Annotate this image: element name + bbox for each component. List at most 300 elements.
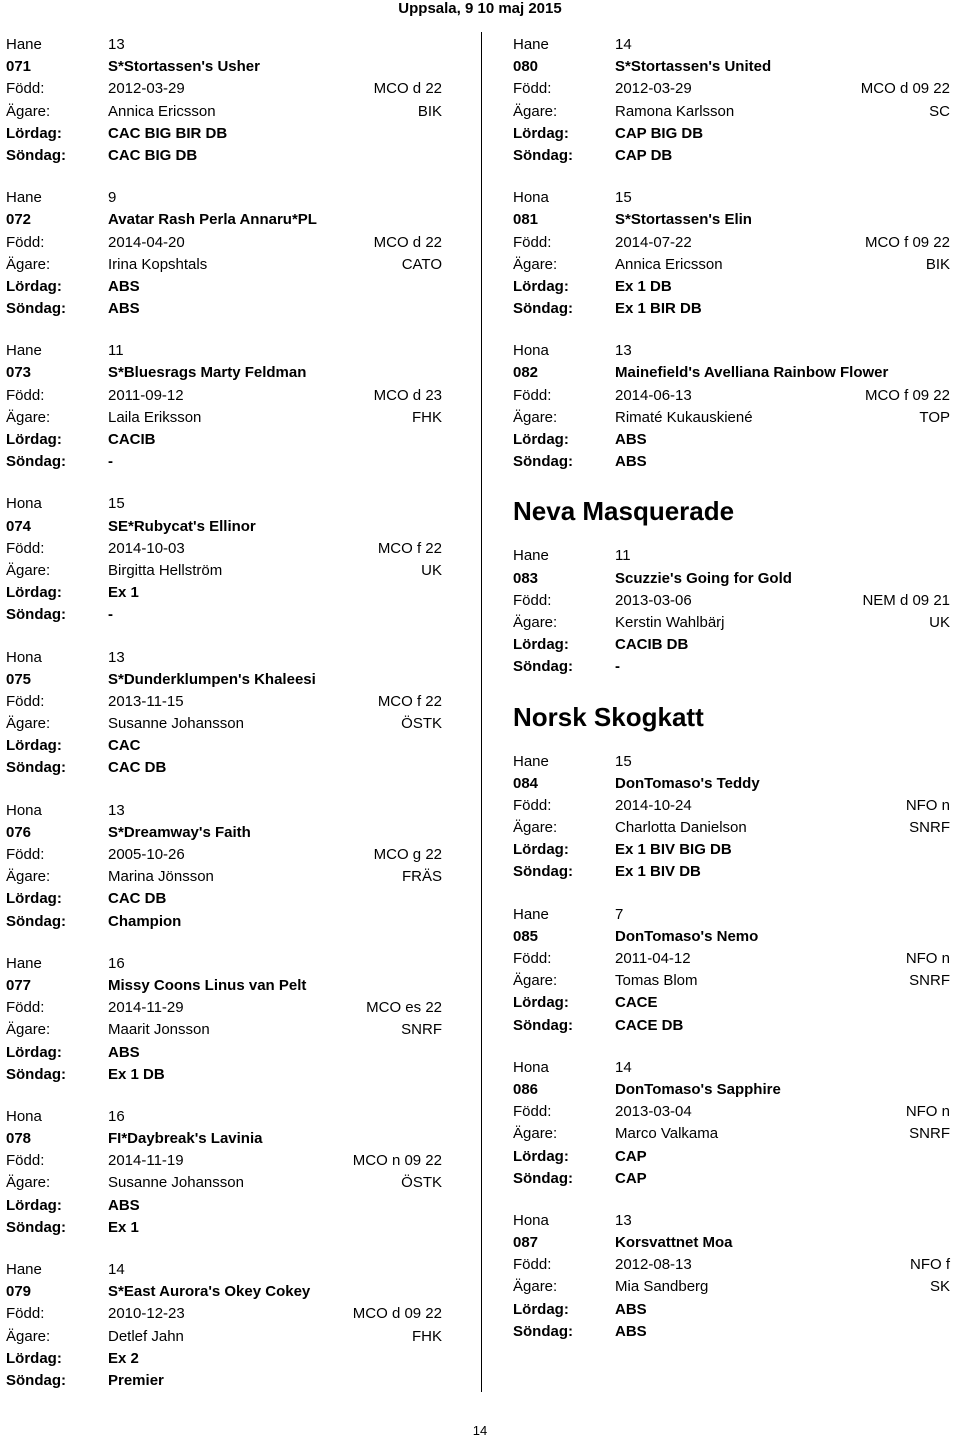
- sex-label: Hane: [6, 189, 42, 207]
- number-name-row: [513, 56, 950, 78]
- ems-code: MCO es 22: [366, 999, 442, 1017]
- cat-name: S*Stortassen's Elin: [615, 211, 752, 229]
- owner-label: Ägare:: [6, 1021, 51, 1039]
- born-row: [6, 538, 442, 560]
- saturday-result: CAP: [615, 1147, 647, 1165]
- owner-row: [6, 254, 442, 276]
- club-code: SK: [929, 1278, 950, 1296]
- sunday-row: [513, 451, 950, 473]
- born-date: 2012-03-29: [108, 80, 185, 98]
- ems-code: MCO d 09 22: [860, 80, 950, 98]
- owner-name: Tomas Blom: [615, 972, 698, 990]
- cat-name: Missy Coons Linus van Pelt: [108, 976, 307, 994]
- owner-name: Annica Ericsson: [108, 102, 216, 120]
- born-row: [513, 1101, 950, 1123]
- owner-label: Ägare:: [513, 1125, 558, 1143]
- sunday-label: Söndag:: [6, 759, 66, 777]
- ems-code: NFO n: [905, 796, 950, 814]
- saturday-result: CACE: [615, 994, 658, 1012]
- sunday-label: Söndag:: [513, 300, 573, 318]
- owner-name: Irina Kopshtals: [108, 255, 208, 273]
- sunday-row: [6, 298, 442, 320]
- number-name-row: [6, 975, 442, 997]
- born-label: Född:: [513, 1103, 552, 1121]
- class-value: 13: [108, 801, 125, 819]
- born-row: [513, 232, 950, 254]
- class-value: 11: [108, 342, 124, 360]
- owner-name: Susanne Johansson: [108, 715, 244, 733]
- born-row: [6, 844, 442, 866]
- sex-label: Hona: [6, 1107, 42, 1125]
- saturday-result: Ex 1 DB: [615, 277, 672, 295]
- born-label: Född:: [513, 80, 552, 98]
- born-date: 2013-03-04: [615, 1103, 692, 1121]
- cat-entry: [6, 340, 442, 473]
- born-label: Född:: [513, 386, 552, 404]
- sex-label: Hona: [6, 495, 42, 513]
- club-code: CATO: [401, 255, 442, 273]
- born-date: 2014-07-22: [615, 233, 692, 251]
- number-name-row: [6, 516, 442, 538]
- saturday-result: Ex 1 BIV BIG DB: [615, 841, 732, 859]
- born-row: [6, 232, 442, 254]
- owner-name: Detlef Jahn: [108, 1327, 184, 1345]
- saturday-label: Lördag:: [6, 1196, 62, 1214]
- saturday-row: [6, 735, 442, 757]
- born-date: 2014-11-19: [108, 1152, 184, 1170]
- cat-entry: [513, 1210, 950, 1343]
- saturday-row: [513, 839, 950, 861]
- ems-code: MCO f 09 22: [864, 233, 950, 251]
- catalog-number: 073: [6, 364, 32, 382]
- owner-name: Kerstin Wahlbärj: [615, 613, 725, 631]
- born-row: [6, 1303, 442, 1325]
- sunday-label: Söndag:: [513, 863, 573, 881]
- class-value: 15: [615, 189, 632, 207]
- born-row: [513, 590, 950, 612]
- cat-entry: [513, 187, 950, 320]
- owner-row: [513, 407, 950, 429]
- catalog-number: 071: [6, 58, 32, 76]
- ems-code: NEM d 09 21: [862, 591, 950, 609]
- right-column: [513, 34, 950, 1363]
- number-name-row: [6, 209, 442, 231]
- sex-class-row: [6, 647, 442, 669]
- class-value: 13: [108, 36, 125, 53]
- number-name-row: [6, 56, 442, 78]
- number-name-row: [513, 1232, 950, 1254]
- born-row: [513, 78, 950, 100]
- saturday-label: Lördag:: [513, 1147, 569, 1165]
- cat-entry: [513, 545, 950, 678]
- saturday-row: [6, 1042, 442, 1064]
- number-name-row: [513, 568, 950, 590]
- saturday-label: Lördag:: [513, 841, 569, 859]
- sex-class-row: [6, 800, 442, 822]
- saturday-row: [6, 888, 442, 910]
- saturday-label: Lördag:: [513, 994, 569, 1012]
- sunday-row: [513, 1015, 950, 1037]
- born-date: 2011-04-12: [615, 950, 691, 967]
- ems-code: MCO g 22: [373, 846, 442, 863]
- sunday-row: [513, 298, 950, 320]
- owner-label: Ägare:: [6, 102, 51, 120]
- born-row: [6, 385, 442, 407]
- cat-name: FI*Daybreak's Lavinia: [108, 1130, 263, 1148]
- class-value: 11: [615, 547, 631, 565]
- sex-class-row: [6, 953, 442, 975]
- born-date: 2013-11-15: [108, 692, 184, 710]
- saturday-result: CAC: [108, 737, 141, 755]
- owner-row: [513, 1123, 950, 1145]
- catalog-number: 080: [513, 58, 539, 76]
- owner-label: Ägare:: [513, 972, 558, 990]
- saturday-label: Lördag:: [513, 1300, 569, 1318]
- club-code: FRÄS: [401, 868, 442, 886]
- born-label: Född:: [6, 1305, 45, 1323]
- sunday-row: [513, 1168, 950, 1190]
- class-value: 7: [615, 905, 624, 923]
- saturday-label: Lördag:: [513, 636, 569, 654]
- sex-class-row: [6, 34, 442, 56]
- number-name-row: [6, 362, 442, 384]
- sunday-result: Ex 1 DB: [108, 1065, 165, 1083]
- sunday-result: Premier: [108, 1371, 164, 1389]
- catalog-number: 076: [6, 823, 32, 841]
- club-code: SC: [929, 102, 950, 120]
- class-value: 15: [108, 495, 125, 513]
- cat-name: Avatar Rash Perla Annaru*PL: [108, 211, 317, 229]
- page-header-title: Uppsala, 9 10 maj 2015: [398, 0, 562, 17]
- owner-row: [513, 817, 950, 839]
- sex-class-row: [513, 545, 950, 567]
- born-label: Född:: [6, 80, 45, 98]
- sunday-result: -: [615, 658, 620, 676]
- catalog-number: 083: [513, 569, 539, 587]
- ems-code: MCO d 22: [373, 233, 442, 251]
- saturday-result: ABS: [615, 1300, 647, 1318]
- breed-heading-norsk-skogkatt: Norsk Skogkatt: [513, 701, 704, 732]
- saturday-row: [513, 429, 950, 451]
- cat-entry: [6, 34, 442, 167]
- saturday-label: Lördag:: [513, 277, 569, 295]
- sunday-label: Söndag:: [513, 658, 573, 676]
- saturday-row: [6, 123, 442, 145]
- club-code: ÖSTK: [401, 715, 442, 733]
- sex-class-row: [6, 493, 442, 515]
- owner-row: [513, 612, 950, 634]
- born-label: Född:: [6, 692, 45, 710]
- class-value: 13: [108, 648, 125, 666]
- saturday-label: Lördag:: [6, 737, 62, 755]
- owner-row: [6, 1019, 442, 1041]
- owner-row: [6, 1326, 442, 1348]
- sunday-result: -: [108, 453, 113, 471]
- born-date: 2014-10-24: [615, 796, 692, 814]
- owner-label: Ägare:: [6, 561, 51, 579]
- sunday-row: [6, 604, 442, 626]
- owner-row: [6, 713, 442, 735]
- breed-heading-neva-masquerade: Neva Masquerade: [513, 496, 735, 527]
- owner-name: Mia Sandberg: [615, 1278, 709, 1296]
- saturday-row: [6, 429, 442, 451]
- born-label: Född:: [6, 999, 45, 1017]
- cat-entry: [6, 1259, 442, 1392]
- catalog-number: 085: [513, 927, 539, 945]
- club-code: UK: [421, 561, 442, 579]
- class-value: 16: [108, 1107, 125, 1125]
- owner-row: [513, 101, 950, 123]
- catalog-number: 074: [6, 517, 32, 535]
- page-header: [0, 0, 960, 22]
- cat-name: S*Bluesrags Marty Feldman: [108, 364, 307, 382]
- sex-label: Hane: [6, 342, 42, 360]
- sunday-row: [6, 1064, 442, 1086]
- owner-row: [6, 560, 442, 582]
- cat-entry: [513, 340, 950, 473]
- owner-row: [513, 970, 950, 992]
- owner-name: Birgitta Hellström: [108, 561, 223, 579]
- sunday-result: CAP: [615, 1169, 647, 1187]
- club-code: BIK: [925, 255, 950, 273]
- owner-label: Ägare:: [513, 1278, 558, 1296]
- number-name-row: [6, 669, 442, 691]
- owner-row: [513, 1276, 950, 1298]
- owner-row: [6, 407, 442, 429]
- cat-name: S*East Aurora's Okey Cokey: [108, 1283, 311, 1301]
- class-value: 16: [108, 954, 125, 972]
- column-divider: [481, 32, 482, 1392]
- owner-name: Maarit Jonsson: [108, 1021, 210, 1039]
- sex-label: Hane: [6, 1261, 42, 1278]
- class-value: 15: [615, 752, 632, 770]
- born-date: 2012-08-13: [615, 1256, 692, 1274]
- owner-label: Ägare:: [6, 715, 51, 733]
- sex-label: Hane: [513, 905, 549, 923]
- owner-label: Ägare:: [513, 819, 558, 837]
- ems-code: MCO f 09 22: [864, 386, 950, 404]
- saturday-label: Lördag:: [6, 431, 62, 448]
- class-value: 14: [108, 1261, 125, 1278]
- owner-label: Ägare:: [513, 408, 558, 426]
- catalog-number: 086: [513, 1080, 539, 1098]
- number-name-row: [513, 362, 950, 384]
- cat-name: DonTomaso's Nemo: [615, 927, 759, 945]
- number-name-row: [6, 1128, 442, 1150]
- sunday-result: CACE DB: [615, 1016, 684, 1034]
- sunday-label: Söndag:: [6, 1218, 66, 1236]
- saturday-result: ABS: [108, 1043, 140, 1061]
- saturday-label: Lördag:: [6, 890, 62, 908]
- saturday-result: CACIB: [108, 431, 156, 448]
- owner-label: Ägare:: [6, 408, 51, 426]
- saturday-label: Lördag:: [6, 584, 62, 602]
- sex-class-row: [513, 187, 950, 209]
- sunday-label: Söndag:: [513, 1016, 573, 1034]
- sunday-result: ABS: [108, 300, 140, 318]
- sunday-label: Söndag:: [513, 146, 573, 164]
- sunday-result: CAC BIG DB: [108, 146, 198, 164]
- number-name-row: [513, 1079, 950, 1101]
- catalog-number: 082: [513, 364, 539, 382]
- born-label: Född:: [6, 1152, 45, 1170]
- sex-label: Hona: [513, 342, 549, 360]
- owner-label: Ägare:: [6, 255, 51, 273]
- owner-row: [6, 101, 442, 123]
- cat-entry: [513, 904, 950, 1037]
- club-code: SNRF: [909, 972, 950, 990]
- saturday-result: Ex 1: [108, 584, 139, 602]
- cat-name: Mainefield's Avelliana Rainbow Flower: [615, 364, 889, 382]
- sex-label: Hane: [513, 547, 549, 565]
- sex-class-row: [6, 340, 442, 362]
- saturday-result: CAC DB: [108, 890, 167, 908]
- sex-class-row: [513, 1210, 950, 1232]
- owner-row: [6, 1172, 442, 1194]
- ems-code: MCO n 09 22: [352, 1152, 442, 1170]
- ems-code: NFO f: [910, 1256, 950, 1274]
- sex-label: Hane: [513, 36, 549, 53]
- cat-name: S*Dunderklumpen's Khaleesi: [108, 670, 316, 688]
- sunday-result: CAP DB: [615, 146, 673, 164]
- club-code: BIK: [417, 102, 442, 120]
- sunday-result: ABS: [615, 453, 647, 471]
- born-date: 2011-09-12: [108, 386, 184, 404]
- norsk-skogkatt-list: [513, 751, 950, 1344]
- cat-entry: [6, 800, 442, 933]
- sex-label: Hane: [6, 36, 42, 53]
- saturday-label: Lördag:: [513, 124, 569, 142]
- catalog-number: 075: [6, 670, 32, 688]
- born-row: [513, 948, 950, 970]
- ems-code: NFO n: [905, 950, 950, 967]
- sunday-row: [513, 145, 950, 167]
- born-row: [6, 78, 442, 100]
- ems-code: MCO d 22: [373, 80, 442, 98]
- owner-name: Marina Jönsson: [108, 868, 214, 886]
- owner-name: Charlotta Danielson: [615, 819, 747, 837]
- born-date: 2005-10-26: [108, 846, 185, 863]
- class-value: 14: [615, 36, 632, 53]
- number-name-row: [6, 1281, 442, 1303]
- club-code: SNRF: [909, 819, 950, 837]
- catalog-number: 084: [513, 774, 539, 792]
- sunday-label: Söndag:: [6, 606, 66, 624]
- cat-entry: [513, 1057, 950, 1190]
- cat-name: S*Stortassen's United: [615, 58, 772, 76]
- owner-name: Annica Ericsson: [615, 255, 723, 273]
- catalog-number: 078: [6, 1130, 32, 1148]
- owner-label: Ägare:: [513, 102, 558, 120]
- sunday-label: Söndag:: [6, 146, 66, 164]
- saturday-row: [513, 992, 950, 1014]
- owner-label: Ägare:: [513, 613, 558, 631]
- owner-name: Ramona Karlsson: [615, 102, 735, 120]
- ems-code: MCO f 22: [377, 692, 442, 710]
- sunday-label: Söndag:: [6, 1371, 66, 1389]
- born-row: [513, 385, 950, 407]
- sunday-label: Söndag:: [513, 1322, 573, 1340]
- ems-code: MCO f 22: [377, 539, 442, 557]
- sex-class-row: [513, 1057, 950, 1079]
- sunday-result: CAC DB: [108, 759, 167, 777]
- neva-masquerade-list: [513, 545, 950, 678]
- sex-class-row: [6, 1106, 442, 1128]
- sex-label: Hane: [513, 752, 549, 770]
- born-label: Född:: [513, 1256, 552, 1274]
- ems-code: MCO d 23: [373, 386, 442, 404]
- club-code: SNRF: [401, 1021, 442, 1039]
- sunday-row: [6, 911, 442, 933]
- left-column: [6, 34, 442, 1412]
- saturday-label: Lördag:: [513, 431, 569, 448]
- catalog-number: 079: [6, 1283, 32, 1301]
- ems-code: NFO n: [905, 1103, 950, 1121]
- born-date: 2012-03-29: [615, 80, 692, 98]
- sunday-result: ABS: [615, 1322, 647, 1340]
- saturday-row: [6, 582, 442, 604]
- owner-name: Rimaté Kukauskiené: [615, 408, 753, 426]
- sunday-row: [513, 861, 950, 883]
- sex-label: Hona: [6, 648, 42, 666]
- owner-label: Ägare:: [6, 1327, 51, 1345]
- saturday-label: Lördag:: [6, 277, 62, 295]
- sex-label: Hona: [6, 801, 42, 819]
- sex-class-row: [6, 1259, 442, 1281]
- cat-name: Scuzzie's Going for Gold: [615, 569, 792, 587]
- born-row: [6, 997, 442, 1019]
- owner-name: Susanne Johansson: [108, 1174, 244, 1192]
- saturday-row: [6, 1195, 442, 1217]
- born-date: 2014-04-20: [108, 233, 185, 251]
- cat-entry: [513, 34, 950, 167]
- cat-entry: [6, 493, 442, 626]
- sunday-row: [6, 757, 442, 779]
- born-date: 2014-06-13: [615, 386, 692, 404]
- saturday-result: ABS: [615, 431, 647, 448]
- owner-label: Ägare:: [6, 868, 51, 886]
- saturday-result: CACIB DB: [615, 636, 689, 654]
- sex-class-row: [513, 34, 950, 56]
- born-label: Född:: [513, 950, 552, 967]
- cat-name: S*Stortassen's Usher: [108, 58, 260, 76]
- sex-label: Hona: [513, 189, 549, 207]
- catalog-number: 077: [6, 976, 32, 994]
- sunday-row: [513, 1321, 950, 1343]
- owner-label: Ägare:: [6, 1174, 51, 1192]
- saturday-result: CAC BIG BIR DB: [108, 124, 228, 142]
- born-label: Född:: [513, 796, 552, 814]
- cat-name: DonTomaso's Sapphire: [615, 1080, 781, 1098]
- saturday-label: Lördag:: [6, 124, 62, 142]
- cat-name: SE*Rubycat's Ellinor: [108, 517, 256, 535]
- sunday-label: Söndag:: [6, 453, 66, 471]
- saturday-label: Lördag:: [6, 1349, 62, 1367]
- born-date: 2013-03-06: [615, 591, 692, 609]
- sunday-label: Söndag:: [513, 1169, 573, 1187]
- born-row: [6, 1150, 442, 1172]
- maine-coon-continued-list: [513, 34, 950, 473]
- sunday-label: Söndag:: [513, 453, 573, 471]
- born-row: [513, 795, 950, 817]
- owner-row: [6, 866, 442, 888]
- club-code: SNRF: [909, 1125, 950, 1143]
- cat-entry: [6, 647, 442, 780]
- saturday-row: [513, 634, 950, 656]
- sex-class-row: [513, 751, 950, 773]
- class-value: 13: [615, 1211, 632, 1229]
- sex-label: Hona: [513, 1058, 549, 1076]
